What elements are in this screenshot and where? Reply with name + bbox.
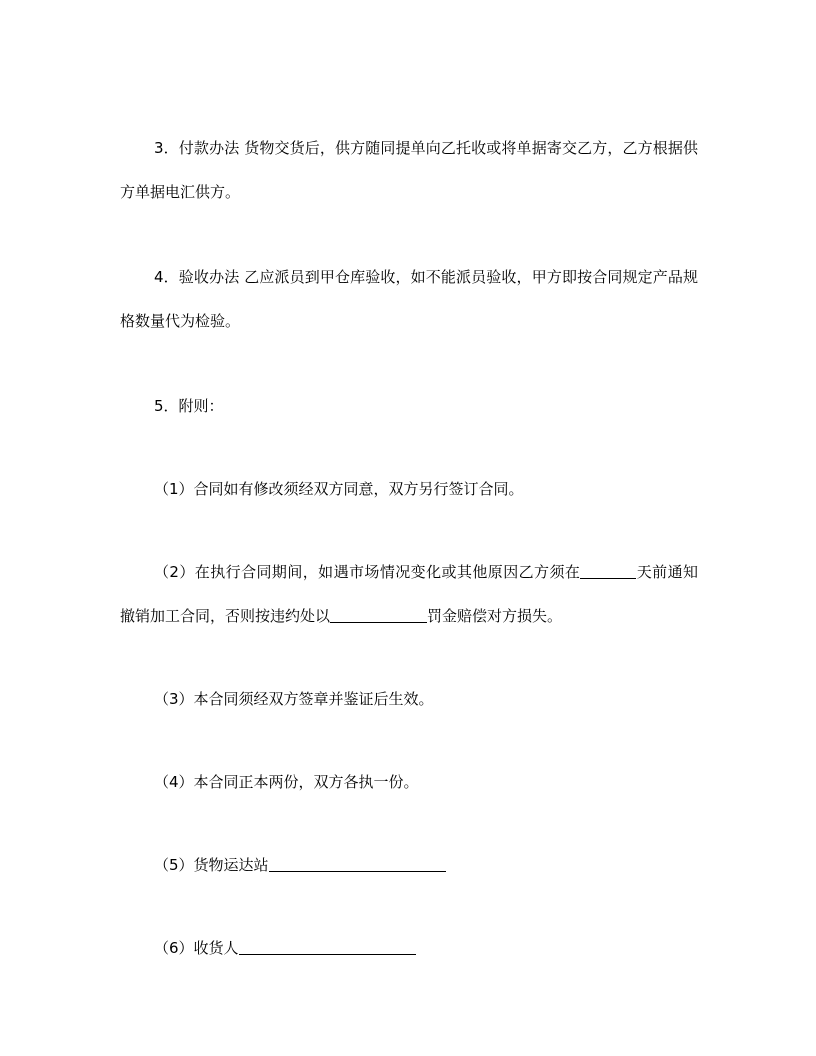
clause-5-destination-station [120, 843, 698, 887]
paragraph-acceptance-method: 4．验收办法 乙应派员到甲仓库验收，如不能派员验收，甲方即按合同规定产品规格数量代为检验。 [120, 268, 698, 330]
consignee-blank-line [239, 938, 416, 955]
paragraph-gap [120, 511, 698, 550]
paragraph-gap [120, 343, 698, 384]
clause-6-label: （6）收货人 [154, 939, 239, 957]
clause-2-text-b: 天前通知撤销加工合同，否则按违约处以 [120, 563, 698, 625]
paragraph-gap [120, 804, 698, 843]
paragraph-gap [120, 887, 698, 926]
paragraph-gap [120, 428, 698, 467]
clause-3-effectiveness: （3）本合同须经双方签章并鉴证后生效。 [154, 690, 434, 708]
clause-2-text-a: （2）在执行合同期间，如遇市场情况变化或其他原因乙方须在 [154, 563, 581, 581]
clause-1-amendment: （1）合同如有修改须经双方同意，双方另行签订合同。 [154, 480, 524, 498]
paragraph-gap [120, 638, 698, 677]
clause-2-cancellation [120, 550, 698, 638]
clause-4-copies: （4）本合同正本两份，双方各执一份。 [154, 773, 419, 791]
paragraph-gap [120, 214, 698, 255]
paragraph-supplementary-heading: 5．附则： [154, 397, 224, 415]
paragraph-gap [120, 721, 698, 760]
clause-2-text-c: 罚金赔偿对方损失。 [427, 607, 563, 625]
clause-5-label: （5）货物运达站 [154, 856, 269, 874]
penalty-blank-line [330, 606, 427, 623]
clause-6-consignee [120, 926, 698, 970]
destination-blank-line [269, 855, 446, 872]
days-blank-line [580, 562, 636, 579]
paragraph-payment-method: 3．付款办法 货物交货后，供方随同提单向乙托收或将单据寄交乙方，乙方根据供方单据电汇供方。 [120, 139, 698, 201]
document-body [120, 126, 698, 970]
